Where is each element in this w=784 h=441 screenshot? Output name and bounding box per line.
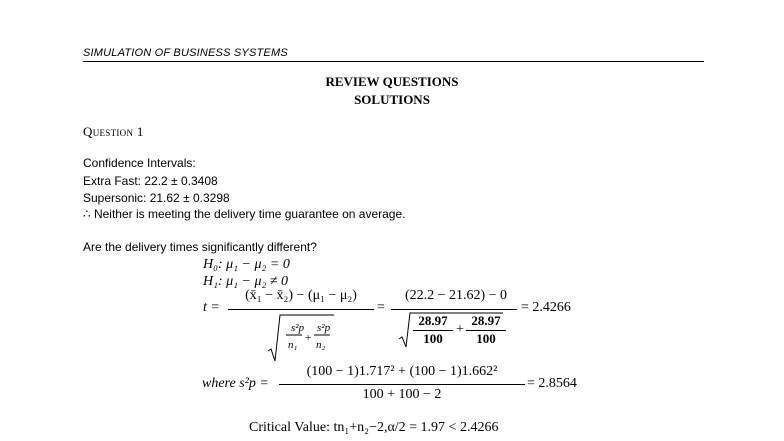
- pooled-variance-numerator: (100 − 1)1.717² + (100 − 1)1.662²: [306, 364, 498, 379]
- t-symbol: t =: [203, 300, 220, 315]
- t-result: = 2.4266: [521, 300, 571, 315]
- pooled-variance-denominator: 100 + 100 − 2: [362, 387, 442, 402]
- pooled-variance-bar: [279, 384, 525, 385]
- radicand-2-num: 28.97: [471, 313, 501, 328]
- critical-value: Critical Value: tn₁+n₂−2,α/2 = 1.97 < 2.4266: [249, 420, 499, 435]
- conclusion-text: ∴ Neither is meeting the delivery time guarantee on average.: [83, 207, 406, 221]
- svg-text:s²p: s²p: [317, 322, 331, 334]
- pooled-variance-label: where s²p =: [202, 376, 269, 391]
- ci-heading: Confidence Intervals:: [83, 156, 196, 170]
- page-subtitle: SOLUTIONS: [354, 92, 430, 107]
- equals-sign: =: [377, 300, 385, 315]
- t-numerator-symbolic: (x̄₁ − x̄₂) − (μ₁ − μ₂): [245, 288, 357, 303]
- radicand-1-num: 28.97: [418, 313, 448, 328]
- radicand-plus: +: [456, 322, 464, 337]
- pooled-variance-result: = 2.8564: [527, 376, 577, 391]
- radicand-2-den: 100: [476, 331, 496, 346]
- question-heading: Question 1: [83, 124, 144, 139]
- null-hypothesis: H₀: μ₁ − μ₂ = 0: [203, 257, 290, 272]
- ci-extra-fast: Extra Fast: 22.2 ± 0.3408: [83, 174, 218, 188]
- svg-text:+: +: [305, 332, 312, 344]
- sqrt-symbolic: [266, 313, 336, 363]
- svg-text:s²p: s²p: [291, 322, 305, 334]
- t-fraction-bar: [228, 309, 374, 310]
- alt-hypothesis: H₁: μ₁ − μ₂ ≠ 0: [203, 274, 289, 289]
- running-header: SIMULATION OF BUSINESS SYSTEMS: [83, 47, 288, 59]
- svg-text:n₁: n₁: [288, 339, 298, 351]
- ci-supersonic: Supersonic: 21.62 ± 0.3298: [83, 191, 230, 205]
- t-numerator-numeric: (22.2 − 21.62) − 0: [404, 288, 508, 303]
- header-rule: [83, 61, 704, 62]
- significance-question: Are the delivery times significantly different?: [83, 240, 317, 254]
- t-numeric-bar: [391, 309, 517, 310]
- svg-text:n₂: n₂: [316, 339, 326, 351]
- radicand-1-den: 100: [423, 331, 443, 346]
- page-title: REVIEW QUESTIONS: [325, 74, 459, 89]
